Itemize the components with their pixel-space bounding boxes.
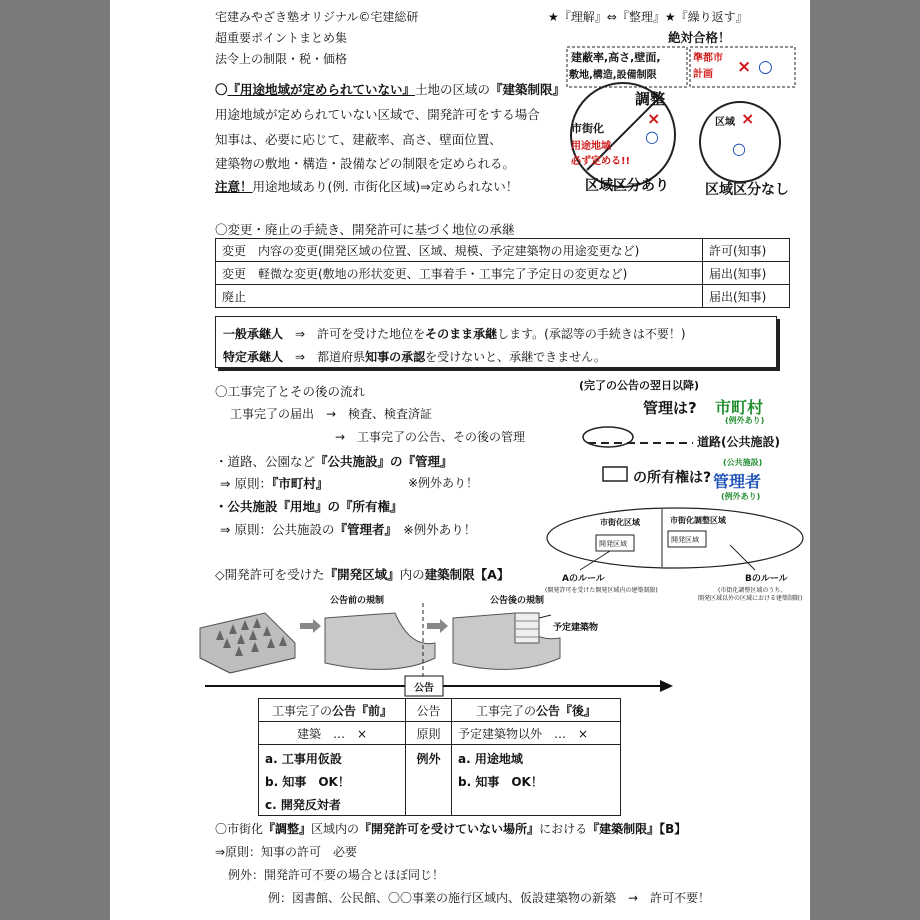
sketch1-hitsuyou: 必ず定める!! [571, 156, 631, 167]
sec3-title: 〇工事完了とその後の流れ [215, 384, 366, 399]
sec3-road: ・道路、公園など『公共施設』の『管理』 [215, 454, 453, 469]
sec3-flow1: 工事完了の届出 → 検査、検査済証 [230, 407, 433, 421]
sec4-title: ◇開発許可を受けた『開発区域』内の建築制限【A】 [215, 567, 510, 582]
sec1-title: 〇『用途地域が定められていない』土地の区域の『建築制限』 [215, 82, 566, 97]
header-line3: 法令上の制限・税・価格 [215, 52, 348, 66]
document-page [110, 0, 810, 920]
sketch1-jun2: 計画 [693, 69, 713, 80]
sketch2-kanri: 管理は? [643, 399, 697, 417]
sketch2-douro: 道路(公共施設) [697, 435, 780, 449]
header-line2: 超重要ポイントまとめ集 [215, 31, 348, 45]
terrain-drawing [195, 588, 675, 698]
sketch1-x-icon: × [737, 57, 752, 77]
sketch1-x3-icon: × [741, 109, 755, 128]
table-cell-r1c1: 建築 … × [258, 721, 406, 745]
diagram-b-rule: Bのルール [745, 574, 788, 584]
table-row-result: 届出(知事) [702, 284, 790, 308]
table-cell-r2c1: a. 工事用仮設 b. 知事 OK！ c. 開発反対者 [258, 744, 406, 816]
sketch1-chosei: 調整 [635, 90, 666, 108]
succession-specific: 特定承継人 ⇒ 都道府県知事の承認を受けないと、承継できません。 [223, 350, 606, 364]
sketch2-shichoson: 市町村 [715, 398, 764, 417]
sketch2-reigai: (例外あり) [725, 416, 765, 425]
sketch2-kanrisha: 管理者 [713, 472, 762, 491]
sketch-zoning [565, 45, 800, 200]
table-cell-r2c2: 例外 [405, 744, 452, 816]
diagram-shigaika: 市街化区域 [600, 518, 640, 527]
sketch2-top: (完了の公告の翌日以降) [579, 379, 700, 392]
sketch1-o2-icon: ○ [645, 127, 659, 146]
sketch1-top-left2: 敷地,構造,設備制限 [569, 70, 657, 81]
table-cell-r2c3: a. 用途地域 b. 知事 OK！ [451, 744, 621, 816]
diagram-b-sub2: 開発区域以外の区域における建築制限) [698, 595, 803, 602]
sketch1-mini: 区域 [715, 117, 735, 128]
table-cell-r1c2: 原則 [405, 721, 452, 745]
sketch1-top-left: 建蔽率,高さ,壁面, [571, 51, 661, 64]
sketch2-koukyo: (公共施設) [723, 458, 763, 467]
table-cell-r1c3: 予定建築物以外 … × [451, 721, 621, 745]
table-row-result: 届出(知事) [702, 261, 790, 285]
sketch1-o-icon: ○ [758, 57, 773, 77]
table-row-result: 許可(知事) [702, 238, 790, 262]
table-row-label: 変更 軽微な変更(敷地の形状変更、工事着手・工事完了予定日の変更など) [215, 261, 703, 285]
sec3-land: ・公共施設『用地』の『所有権』 [215, 499, 403, 514]
sketch1-left-caption: 区域区分あり [585, 178, 669, 194]
diagram-chosei: 市街化調整区域 [670, 516, 726, 525]
sec1-body2: 知事は、必要に応じて、建蔽率、高さ、壁面位置、 [215, 132, 502, 147]
diagram-a-rule: Aのルール [562, 574, 605, 584]
sec3-p1-exception: ※例外あり！ [408, 476, 479, 490]
sketch1-x2-icon: × [647, 109, 661, 128]
sec1-body3: 建築物の敷地・構造・設備などの制限を定められる。 [215, 156, 516, 171]
diagram-kaihatsu1: 開発区域 [599, 540, 627, 548]
sketch2-reigai2: (例外あり) [721, 492, 761, 501]
header-pass: 絶対合格！ [668, 30, 731, 45]
sketch-management [573, 375, 798, 505]
diagram-b-sub1: (市街化調整区域のうち、 [718, 587, 787, 594]
sketch1-jun: 準都市 [693, 53, 723, 64]
sec3-p1: ⇒ 原則：『市町村』 [220, 476, 329, 491]
sec5-line3: 例：図書館、公民館、〇〇事業の施行区域内、仮設建築物の新築 → 許可不要！ [268, 891, 711, 905]
terrain-building: 予定建築物 [553, 623, 599, 633]
timeline-koukoku: 公告 [414, 683, 434, 694]
sketch1-o3-icon: ○ [732, 139, 746, 158]
succession-general: 一般承継人 ⇒ 許可を受けた地位をそのまま承継します。(承認等の手続きは不要！) [223, 327, 686, 341]
table-row-label: 変更 内容の変更(開発区域の位置、区域、規模、予定建築物の用途変更など) [215, 238, 703, 262]
sketch1-yoto: 用途地域 [571, 141, 611, 152]
sec3-flow2: → 工事完了の公告、その後の管理 [335, 430, 526, 444]
terrain-illustration [195, 588, 675, 698]
sketch1-shigaika: 市街化 [571, 122, 604, 135]
sketch1-right-caption: 区域区分なし [705, 182, 789, 198]
sec2-title: 〇変更・廃止の手続き、開発許可に基づく地位の承継 [215, 222, 515, 237]
header-motto: ★『理解』⇔『整理』★『繰り返す』 [548, 10, 748, 24]
terrain-after: 公告後の規制 [490, 596, 545, 606]
sec5-title: 〇市街化『調整』区域内の『開発許可を受けていない場所』における『建築制限』【B】 [215, 822, 687, 836]
sec5-line1: ⇒原則：知事の許可 必要 [215, 845, 358, 859]
sec3-p2: ⇒ 原則：公共施設の『管理者』 ※例外あり！ [220, 522, 477, 537]
table-header-koukoku: 公告 [405, 698, 452, 722]
sec1-note: 注意！用途地域あり(例. 市街化区域)⇒定められない！ [215, 179, 519, 194]
table-row-label: 廃止 [215, 284, 703, 308]
diagram-kaihatsu2: 開発区域 [671, 536, 699, 544]
terrain-before: 公告前の規制 [330, 596, 385, 606]
table-header-after: 工事完了の公告『後』 [451, 698, 621, 722]
sec5-line2: 例外：開発許可不要の場合とほぼ同じ！ [228, 868, 445, 882]
sec1-body1: 用途地域が定められていない区域で、開発許可をする場合 [215, 107, 540, 122]
diagram-a-sub: (開発許可を受けた開発区域内の建築制限) [545, 587, 658, 594]
table-header-before: 工事完了の公告『前』 [258, 698, 406, 722]
sketch2-shoyu: の所有権は? [633, 470, 712, 486]
header-line1: 宅建みやざき塾オリジナル©宅建総研 [215, 10, 419, 24]
